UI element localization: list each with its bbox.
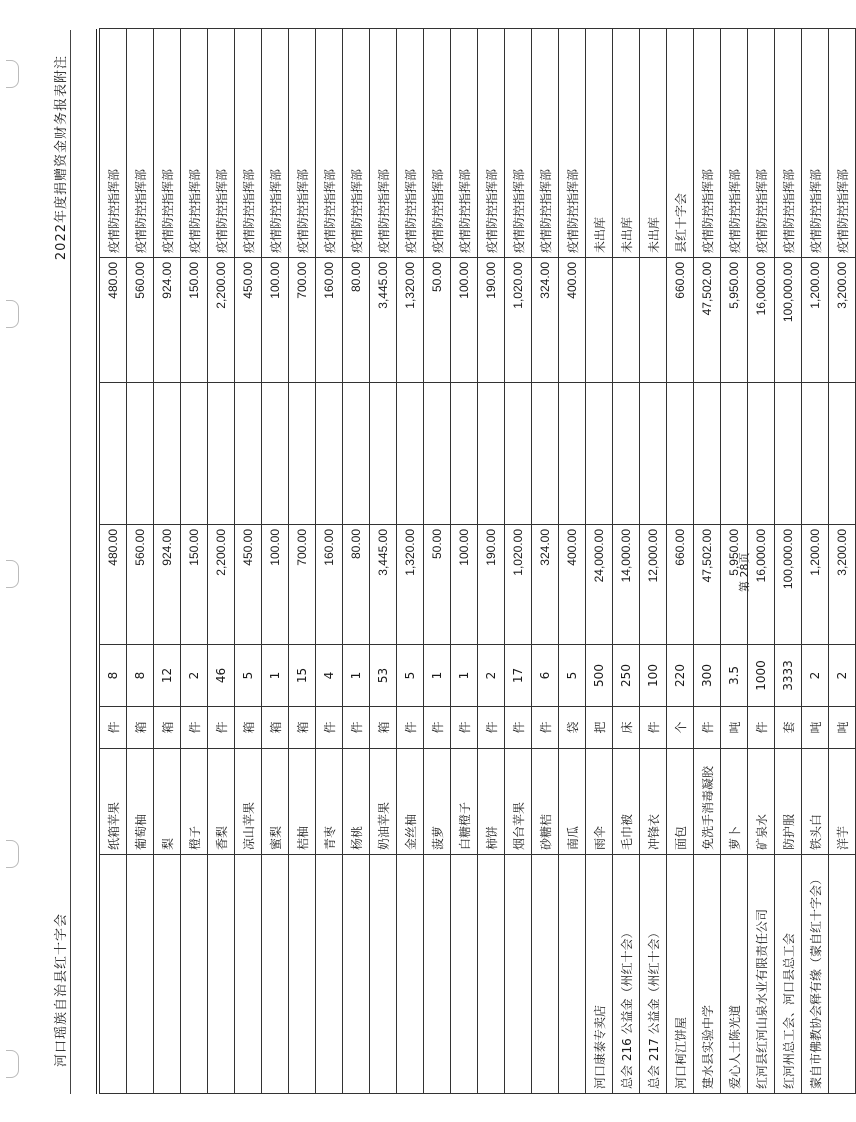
item-cell: 冲锋衣 xyxy=(640,749,667,855)
table-row xyxy=(667,29,694,1094)
page-number: 第 28页 xyxy=(738,552,751,592)
qty-cell: 6 xyxy=(532,645,559,707)
blank-cell xyxy=(505,383,532,525)
amount-cell: 1,020.00 xyxy=(505,525,532,645)
amount-cell: 2,200.00 xyxy=(208,525,235,645)
blank-cell xyxy=(100,383,127,525)
amount-cell: 100,000.00 xyxy=(775,525,802,645)
item-cell: 面包 xyxy=(667,749,694,855)
table-row xyxy=(208,29,235,1094)
item-cell: 葡萄柚 xyxy=(127,749,154,855)
destination-cell: 疫情防控指挥部 xyxy=(505,29,532,258)
item-cell: 金丝柚 xyxy=(397,749,424,855)
unit-cell: 件 xyxy=(343,707,370,749)
blank-cell xyxy=(289,383,316,525)
table-row xyxy=(370,29,397,1094)
item-cell: 凉山苹果 xyxy=(235,749,262,855)
destination-cell: 疫情防控指挥部 xyxy=(262,29,289,258)
blank-cell xyxy=(694,383,721,525)
distributed-amount-cell: 700.00 xyxy=(289,258,316,383)
distributed-amount-cell: 480.00 xyxy=(100,258,127,383)
donor-cell: 红河县红河山泉水业有限责任公司 xyxy=(748,855,775,1094)
qty-cell: 250 xyxy=(613,645,640,707)
item-cell: 青枣 xyxy=(316,749,343,855)
donor-cell xyxy=(829,855,856,1094)
distributed-amount-cell: 100.00 xyxy=(451,258,478,383)
donor-cell: 爱心人士陈光道 xyxy=(721,855,748,1094)
distributed-amount-cell: 150.00 xyxy=(181,258,208,383)
amount-cell: 924.00 xyxy=(154,525,181,645)
item-cell: 杨桃 xyxy=(343,749,370,855)
donor-cell xyxy=(262,855,289,1094)
qty-cell: 5 xyxy=(559,645,586,707)
qty-cell: 500 xyxy=(586,645,613,707)
table-row xyxy=(613,29,640,1094)
qty-cell: 100 xyxy=(640,645,667,707)
destination-cell: 疫情防控指挥部 xyxy=(559,29,586,258)
unit-cell: 件 xyxy=(505,707,532,749)
amount-cell: 660.00 xyxy=(667,525,694,645)
destination-cell: 疫情防控指挥部 xyxy=(289,29,316,258)
item-cell: 烟台苹果 xyxy=(505,749,532,855)
destination-cell: 疫情防控指挥部 xyxy=(721,29,748,258)
destination-cell: 疫情防控指挥部 xyxy=(694,29,721,258)
unit-cell: 吨 xyxy=(829,707,856,749)
amount-cell: 50.00 xyxy=(424,525,451,645)
item-cell: 砂糖桔 xyxy=(532,749,559,855)
blank-cell xyxy=(586,383,613,525)
distributed-amount-cell: 450.00 xyxy=(235,258,262,383)
unit-cell: 件 xyxy=(208,707,235,749)
qty-cell: 8 xyxy=(100,645,127,707)
amount-cell: 100.00 xyxy=(451,525,478,645)
table-row xyxy=(424,29,451,1094)
donor-cell: 建水县实验中学 xyxy=(694,855,721,1094)
blank-cell xyxy=(802,383,829,525)
donor-cell xyxy=(478,855,505,1094)
qty-cell: 300 xyxy=(694,645,721,707)
org-name: 河口瑶族自治县红十字会 xyxy=(54,912,69,1067)
unit-cell: 箱 xyxy=(235,707,262,749)
table-row xyxy=(640,29,667,1094)
unit-cell: 件 xyxy=(640,707,667,749)
unit-cell: 袋 xyxy=(559,707,586,749)
destination-cell: 未出库 xyxy=(613,29,640,258)
table-row xyxy=(505,29,532,1094)
blank-cell xyxy=(559,383,586,525)
destination-cell: 疫情防控指挥部 xyxy=(775,29,802,258)
item-cell: 南瓜 xyxy=(559,749,586,855)
unit-cell: 件 xyxy=(478,707,505,749)
blank-cell xyxy=(829,383,856,525)
destination-cell: 疫情防控指挥部 xyxy=(316,29,343,258)
amount-cell: 14,000.00 xyxy=(613,525,640,645)
unit-cell: 吨 xyxy=(802,707,829,749)
blank-cell xyxy=(775,383,802,525)
table-row xyxy=(316,29,343,1094)
amount-cell: 3,445.00 xyxy=(370,525,397,645)
amount-cell: 80.00 xyxy=(343,525,370,645)
table-row xyxy=(694,29,721,1094)
qty-cell: 46 xyxy=(208,645,235,707)
amount-cell: 400.00 xyxy=(559,525,586,645)
destination-cell: 疫情防控指挥部 xyxy=(370,29,397,258)
donor-cell xyxy=(343,855,370,1094)
item-cell: 免洗手消毒凝胶 xyxy=(694,749,721,855)
qty-cell: 1 xyxy=(451,645,478,707)
unit-cell: 箱 xyxy=(154,707,181,749)
blank-cell xyxy=(667,383,694,525)
unit-cell: 件 xyxy=(748,707,775,749)
donor-cell xyxy=(559,855,586,1094)
distributed-amount-cell: 50.00 xyxy=(424,258,451,383)
table-row xyxy=(262,29,289,1094)
qty-cell: 8 xyxy=(127,645,154,707)
unit-cell: 个 xyxy=(667,707,694,749)
item-cell: 铁头白 xyxy=(802,749,829,855)
table-row xyxy=(478,29,505,1094)
unit-cell: 套 xyxy=(775,707,802,749)
amount-cell: 16,000.00 xyxy=(748,525,775,645)
amount-cell: 450.00 xyxy=(235,525,262,645)
unit-cell: 箱 xyxy=(127,707,154,749)
item-cell: 蜜梨 xyxy=(262,749,289,855)
distributed-amount-cell: 560.00 xyxy=(127,258,154,383)
item-cell: 毛巾被 xyxy=(613,749,640,855)
unit-cell: 件 xyxy=(316,707,343,749)
donor-cell xyxy=(397,855,424,1094)
destination-cell: 疫情防控指挥部 xyxy=(208,29,235,258)
donor-cell xyxy=(316,855,343,1094)
table-row xyxy=(289,29,316,1094)
donor-cell xyxy=(289,855,316,1094)
item-cell: 桔柚 xyxy=(289,749,316,855)
donor-cell: 河口康泰专卖店 xyxy=(586,855,613,1094)
amount-cell: 160.00 xyxy=(316,525,343,645)
distributed-amount-cell xyxy=(613,258,640,383)
unit-cell: 件 xyxy=(424,707,451,749)
item-cell: 防护服 xyxy=(775,749,802,855)
blank-cell xyxy=(721,383,748,525)
qty-cell: 1 xyxy=(343,645,370,707)
destination-cell: 疫情防控指挥部 xyxy=(424,29,451,258)
amount-cell: 150.00 xyxy=(181,525,208,645)
blank-cell xyxy=(478,383,505,525)
donor-cell xyxy=(505,855,532,1094)
blank-cell xyxy=(640,383,667,525)
unit-cell: 件 xyxy=(100,707,127,749)
amount-cell: 324.00 xyxy=(532,525,559,645)
donor-cell xyxy=(532,855,559,1094)
item-cell: 矿泉水 xyxy=(748,749,775,855)
distributed-amount-cell: 100,000.00 xyxy=(775,258,802,383)
distributed-amount-cell: 16,000.00 xyxy=(748,258,775,383)
table-row xyxy=(397,29,424,1094)
donor-cell: 总会 216 公益金（州红十会） xyxy=(613,855,640,1094)
donor-cell xyxy=(451,855,478,1094)
blank-cell xyxy=(370,383,397,525)
table-row xyxy=(100,29,127,1094)
qty-cell: 2 xyxy=(829,645,856,707)
item-cell: 洋芋 xyxy=(829,749,856,855)
blank-cell xyxy=(343,383,370,525)
amount-cell: 47,502.00 xyxy=(694,525,721,645)
unit-cell: 箱 xyxy=(262,707,289,749)
table-row xyxy=(451,29,478,1094)
item-cell: 橙子 xyxy=(181,749,208,855)
blank-cell xyxy=(424,383,451,525)
blank-cell xyxy=(127,383,154,525)
destination-cell: 疫情防控指挥部 xyxy=(397,29,424,258)
table-row xyxy=(235,29,262,1094)
item-cell: 菠萝 xyxy=(424,749,451,855)
blank-cell xyxy=(316,383,343,525)
table-row xyxy=(559,29,586,1094)
qty-cell: 2 xyxy=(802,645,829,707)
donor-cell xyxy=(208,855,235,1094)
report-title: 2022年度捐赠资金财务报表附注 xyxy=(54,55,69,261)
blank-cell xyxy=(208,383,235,525)
donor-cell xyxy=(154,855,181,1094)
donor-cell xyxy=(424,855,451,1094)
distributed-amount-cell: 100.00 xyxy=(262,258,289,383)
qty-cell: 1 xyxy=(424,645,451,707)
destination-cell: 疫情防控指挥部 xyxy=(451,29,478,258)
distributed-amount-cell xyxy=(640,258,667,383)
blank-cell xyxy=(235,383,262,525)
item-cell: 柿饼 xyxy=(478,749,505,855)
amount-cell: 5,950.00 xyxy=(721,525,748,645)
destination-cell: 疫情防控指挥部 xyxy=(154,29,181,258)
amount-cell: 190.00 xyxy=(478,525,505,645)
item-cell: 香梨 xyxy=(208,749,235,855)
destination-cell: 疫情防控指挥部 xyxy=(100,29,127,258)
unit-cell: 床 xyxy=(613,707,640,749)
amount-cell: 24,000.00 xyxy=(586,525,613,645)
table-row xyxy=(775,29,802,1094)
destination-cell: 疫情防控指挥部 xyxy=(235,29,262,258)
distributed-amount-cell: 924.00 xyxy=(154,258,181,383)
distributed-amount-cell: 2,200.00 xyxy=(208,258,235,383)
amount-cell: 3,200.00 xyxy=(829,525,856,645)
qty-cell: 1 xyxy=(262,645,289,707)
donor-cell xyxy=(181,855,208,1094)
destination-cell: 疫情防控指挥部 xyxy=(181,29,208,258)
unit-cell: 件 xyxy=(532,707,559,749)
destination-cell: 疫情防控指挥部 xyxy=(478,29,505,258)
amount-cell: 1,200.00 xyxy=(802,525,829,645)
blank-cell xyxy=(397,383,424,525)
unit-cell: 件 xyxy=(181,707,208,749)
donor-cell xyxy=(127,855,154,1094)
donor-cell xyxy=(370,855,397,1094)
item-cell: 雨伞 xyxy=(586,749,613,855)
destination-cell: 疫情防控指挥部 xyxy=(748,29,775,258)
header-rule xyxy=(70,30,71,1094)
blank-cell xyxy=(181,383,208,525)
destination-cell: 未出库 xyxy=(640,29,667,258)
donor-cell: 蒙自市佛教协会释有缘（蒙自红十字会） xyxy=(802,855,829,1094)
item-cell: 萝卜 xyxy=(721,749,748,855)
distributed-amount-cell: 3,445.00 xyxy=(370,258,397,383)
destination-cell: 疫情防控指挥部 xyxy=(802,29,829,258)
table-row xyxy=(343,29,370,1094)
amount-cell: 560.00 xyxy=(127,525,154,645)
table-row xyxy=(586,29,613,1094)
table-row xyxy=(829,29,856,1094)
table-row xyxy=(154,29,181,1094)
amount-cell: 12,000.00 xyxy=(640,525,667,645)
qty-cell: 4 xyxy=(316,645,343,707)
distributed-amount-cell: 660.00 xyxy=(667,258,694,383)
unit-cell: 件 xyxy=(694,707,721,749)
unit-cell: 件 xyxy=(451,707,478,749)
qty-cell: 15 xyxy=(289,645,316,707)
blank-cell xyxy=(154,383,181,525)
destination-cell: 未出库 xyxy=(586,29,613,258)
destination-cell: 县红十字会 xyxy=(667,29,694,258)
qty-cell: 2 xyxy=(181,645,208,707)
distributed-amount-cell: 190.00 xyxy=(478,258,505,383)
qty-cell: 1000 xyxy=(748,645,775,707)
blank-cell xyxy=(451,383,478,525)
donor-cell: 总会 217 公益金（州红十会） xyxy=(640,855,667,1094)
qty-cell: 2 xyxy=(478,645,505,707)
donor-cell: 河口柯江饼屋 xyxy=(667,855,694,1094)
distributed-amount-cell: 1,020.00 xyxy=(505,258,532,383)
table-row xyxy=(532,29,559,1094)
distributed-amount-cell: 400.00 xyxy=(559,258,586,383)
item-cell: 白糖橙子 xyxy=(451,749,478,855)
qty-cell: 5 xyxy=(397,645,424,707)
distributed-amount-cell: 160.00 xyxy=(316,258,343,383)
distributed-amount-cell xyxy=(586,258,613,383)
destination-cell: 疫情防控指挥部 xyxy=(532,29,559,258)
destination-cell: 疫情防控指挥部 xyxy=(127,29,154,258)
qty-cell: 3333 xyxy=(775,645,802,707)
blank-cell xyxy=(613,383,640,525)
distributed-amount-cell: 324.00 xyxy=(532,258,559,383)
donor-cell: 红河州总工会、河口县总工会 xyxy=(775,855,802,1094)
qty-cell: 17 xyxy=(505,645,532,707)
item-cell: 纸箱苹果 xyxy=(100,749,127,855)
table-row xyxy=(181,29,208,1094)
unit-cell: 箱 xyxy=(289,707,316,749)
unit-cell: 吨 xyxy=(721,707,748,749)
unit-cell: 把 xyxy=(586,707,613,749)
donor-cell xyxy=(235,855,262,1094)
destination-cell: 疫情防控指挥部 xyxy=(829,29,856,258)
unit-cell: 箱 xyxy=(370,707,397,749)
amount-cell: 100.00 xyxy=(262,525,289,645)
qty-cell: 220 xyxy=(667,645,694,707)
distributed-amount-cell: 80.00 xyxy=(343,258,370,383)
donor-cell xyxy=(100,855,127,1094)
unit-cell: 件 xyxy=(397,707,424,749)
amount-cell: 700.00 xyxy=(289,525,316,645)
qty-cell: 12 xyxy=(154,645,181,707)
qty-cell: 5 xyxy=(235,645,262,707)
amount-cell: 480.00 xyxy=(100,525,127,645)
table-top-rule xyxy=(96,29,97,1094)
distributed-amount-cell: 3,200.00 xyxy=(829,258,856,383)
distributed-amount-cell: 1,200.00 xyxy=(802,258,829,383)
blank-cell xyxy=(262,383,289,525)
blank-cell xyxy=(532,383,559,525)
qty-cell: 3.5 xyxy=(721,645,748,707)
item-cell: 梨 xyxy=(154,749,181,855)
blank-cell xyxy=(748,383,775,525)
item-cell: 奶油苹果 xyxy=(370,749,397,855)
distributed-amount-cell: 47,502.00 xyxy=(694,258,721,383)
amount-cell: 1,320.00 xyxy=(397,525,424,645)
destination-cell: 疫情防控指挥部 xyxy=(343,29,370,258)
table-row xyxy=(802,29,829,1094)
qty-cell: 53 xyxy=(370,645,397,707)
table-row xyxy=(127,29,154,1094)
distributed-amount-cell: 1,320.00 xyxy=(397,258,424,383)
distributed-amount-cell: 5,950.00 xyxy=(721,258,748,383)
